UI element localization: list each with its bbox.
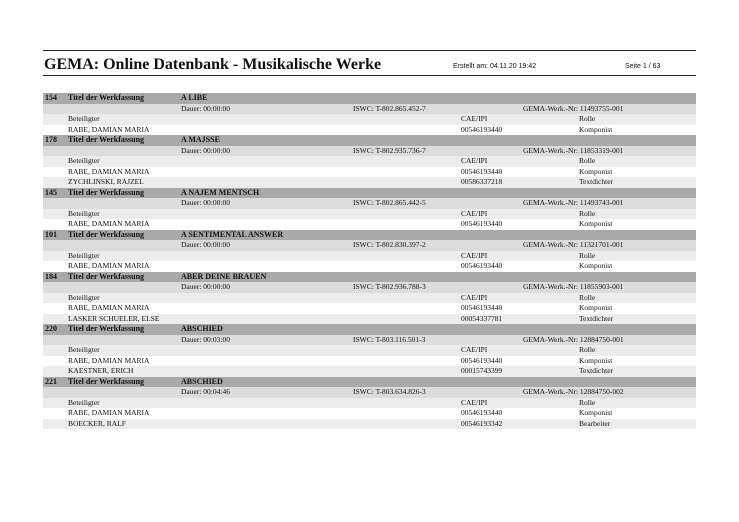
participant-row (43, 419, 696, 430)
werkfassung-label: Titel der Werkfassung (68, 376, 145, 386)
participant-cae: 00586337218 (461, 177, 503, 186)
participant-cae: 00546193440 (461, 408, 503, 417)
participant-row (43, 261, 696, 272)
participant-name: RABE, DAMIAN MARIA (68, 303, 150, 312)
participant-role: Komponist (579, 355, 613, 365)
duration: Dauer: 00:00:00 (181, 145, 230, 155)
rolle-label: Rolle (579, 250, 596, 260)
participants-header-row (43, 398, 696, 409)
participant-cae: 00546193440 (461, 219, 503, 228)
record-header-row (43, 188, 696, 199)
participant-row (43, 408, 696, 419)
participants-header-row (43, 156, 696, 167)
record-header-row (43, 93, 696, 104)
rolle-label: Rolle (579, 345, 596, 354)
iswc-code: ISWC: T-802.830.397-2 (353, 240, 426, 249)
record-number: 154 (45, 93, 57, 102)
participant-cae: 00546193342 (461, 418, 503, 428)
record-header-row (43, 135, 696, 146)
participant-row (43, 314, 696, 325)
gema-work-number: GEMA-Werk.-Nr: 12884750-002 (523, 387, 624, 396)
participant-row (43, 177, 696, 188)
participant-name: RABE, DAMIAN MARIA (68, 166, 150, 176)
gema-work-number: GEMA-Werk.-Nr: 12884750-001 (523, 334, 624, 344)
rolle-label: Rolle (579, 397, 596, 407)
participant-role: Komponist (579, 219, 613, 228)
cae-label: CAE/IPI (461, 292, 488, 302)
participants-header-row (43, 345, 696, 356)
participant-row (43, 366, 696, 377)
participant-cae: 00546193440 (461, 166, 503, 176)
record-info-row (43, 282, 696, 293)
record-info-row (43, 335, 696, 346)
gema-work-number: GEMA-Werk.-Nr: 11493743-001 (523, 198, 624, 207)
iswc-code: ISWC: T-802.865.452-7 (353, 103, 426, 113)
record-title: A LIBE (181, 93, 208, 102)
participant-name: ZYCHLINSKI, RAJZEL (68, 177, 144, 186)
page-title: GEMA: Online Datenbank - Musikalische Werke (44, 56, 382, 73)
participant-name: KAESTNER, ERICH (68, 366, 134, 375)
participant-role: Textdichter (579, 177, 614, 186)
cae-label: CAE/IPI (461, 156, 488, 165)
cae-label: CAE/IPI (461, 114, 488, 123)
participant-row (43, 356, 696, 367)
duration: Dauer: 00:00:00 (181, 198, 230, 207)
beteiligter-label: Beteiligter (68, 397, 100, 407)
beteiligter-label: Beteiligter (68, 345, 100, 354)
participant-role: Textdichter (579, 366, 614, 375)
cae-label: CAE/IPI (461, 397, 488, 407)
record-header-row (43, 377, 696, 388)
duration: Dauer: 00:00:00 (181, 282, 230, 291)
record-header-row (43, 230, 696, 241)
record-number: 220 (45, 324, 57, 333)
beteiligter-label: Beteiligter (68, 208, 100, 218)
participant-role: Bearbeiter (579, 418, 611, 428)
participant-role: Textdichter (579, 313, 614, 323)
record-title: A SENTIMENTAL ANSWER (181, 229, 284, 239)
iswc-code: ISWC: T-802.936.788-3 (353, 282, 426, 291)
werkfassung-label: Titel der Werkfassung (68, 93, 145, 102)
record-info-row (43, 104, 696, 115)
gema-work-number: GEMA-Werk.-Nr: 11321701-001 (523, 240, 624, 249)
participant-name: LASKER SCHUELER, ELSE (68, 313, 160, 323)
record-number: 145 (45, 187, 57, 197)
participant-name: RABE, DAMIAN MARIA (68, 408, 150, 417)
record-title: ABSCHIED (181, 324, 223, 333)
record-header-row (43, 272, 696, 283)
record-number: 178 (45, 135, 57, 144)
record-header-row (43, 324, 696, 335)
participants-header-row (43, 209, 696, 220)
gema-work-number: GEMA-Werk.-Nr: 11493755-001 (523, 103, 624, 113)
participant-cae: 00546193440 (461, 124, 503, 134)
iswc-code: ISWC: T-803.116.501-3 (353, 334, 426, 344)
record-title: A NAJEM MENTSCH (181, 187, 260, 197)
record-title: ABER DEINE BRAUEN (181, 271, 267, 281)
duration: Dauer: 00:00:00 (181, 240, 230, 249)
header-bottom-rule (43, 75, 696, 76)
created-timestamp: Erstellt am: 04.11.20 19:42 (453, 63, 537, 70)
participant-row (43, 219, 696, 230)
iswc-code: ISWC: T-802.865.442-5 (353, 198, 426, 207)
record-info-row (43, 198, 696, 209)
participant-name: RABE, DAMIAN MARIA (68, 261, 150, 270)
cae-label: CAE/IPI (461, 345, 488, 354)
werkfassung-label: Titel der Werkfassung (68, 187, 145, 197)
participant-row (43, 303, 696, 314)
record-number: 221 (45, 376, 57, 386)
page-number: Seite 1 / 63 (625, 63, 661, 70)
beteiligter-label: Beteiligter (68, 250, 100, 260)
participant-cae: 00546193440 (461, 261, 503, 270)
cae-label: CAE/IPI (461, 208, 488, 218)
participant-cae: 00546193440 (461, 303, 503, 312)
iswc-code: ISWC: T-803.634.826-3 (353, 387, 426, 396)
participant-name: RABE, DAMIAN MARIA (68, 355, 150, 365)
participant-role: Komponist (579, 303, 613, 312)
duration: Dauer: 00:03:00 (181, 334, 230, 344)
participant-cae: 00015743399 (461, 366, 503, 375)
beteiligter-label: Beteiligter (68, 156, 100, 165)
record-title: A MAJSSE (181, 135, 220, 144)
record-info-row (43, 387, 696, 398)
participant-row (43, 125, 696, 136)
iswc-code: ISWC: T-802.935.736-7 (353, 145, 426, 155)
participant-cae: 00054337781 (461, 313, 503, 323)
beteiligter-label: Beteiligter (68, 292, 100, 302)
record-info-row (43, 240, 696, 251)
record-info-row (43, 146, 696, 157)
rolle-label: Rolle (579, 156, 596, 165)
participant-name: BOECKER, RALF (68, 418, 126, 428)
gema-work-number: GEMA-Werk.-Nr: 11855903-001 (523, 282, 624, 291)
werkfassung-label: Titel der Werkfassung (68, 271, 145, 281)
werkfassung-label: Titel der Werkfassung (68, 135, 145, 144)
rolle-label: Rolle (579, 208, 596, 218)
rolle-label: Rolle (579, 114, 596, 123)
participants-header-row (43, 114, 696, 125)
duration: Dauer: 00:00:00 (181, 103, 230, 113)
werkfassung-label: Titel der Werkfassung (68, 324, 145, 333)
duration: Dauer: 00:04:46 (181, 387, 230, 396)
participants-header-row (43, 251, 696, 262)
works-list (43, 93, 696, 429)
record-number: 184 (45, 271, 57, 281)
rolle-label: Rolle (579, 292, 596, 302)
gema-work-number: GEMA-Werk.-Nr: 11853319-001 (523, 145, 624, 155)
record-number: 101 (45, 229, 57, 239)
header-top-rule (43, 50, 696, 51)
werkfassung-label: Titel der Werkfassung (68, 229, 145, 239)
participant-role: Komponist (579, 408, 613, 417)
beteiligter-label: Beteiligter (68, 114, 100, 123)
participant-role: Komponist (579, 261, 613, 270)
participant-role: Komponist (579, 166, 613, 176)
participant-cae: 00546193440 (461, 355, 503, 365)
participant-name: RABE, DAMIAN MARIA (68, 124, 150, 134)
participant-name: RABE, DAMIAN MARIA (68, 219, 150, 228)
participant-row (43, 167, 696, 178)
record-title: ABSCHIED (181, 376, 223, 386)
participants-header-row (43, 293, 696, 304)
participant-role: Komponist (579, 124, 613, 134)
cae-label: CAE/IPI (461, 250, 488, 260)
